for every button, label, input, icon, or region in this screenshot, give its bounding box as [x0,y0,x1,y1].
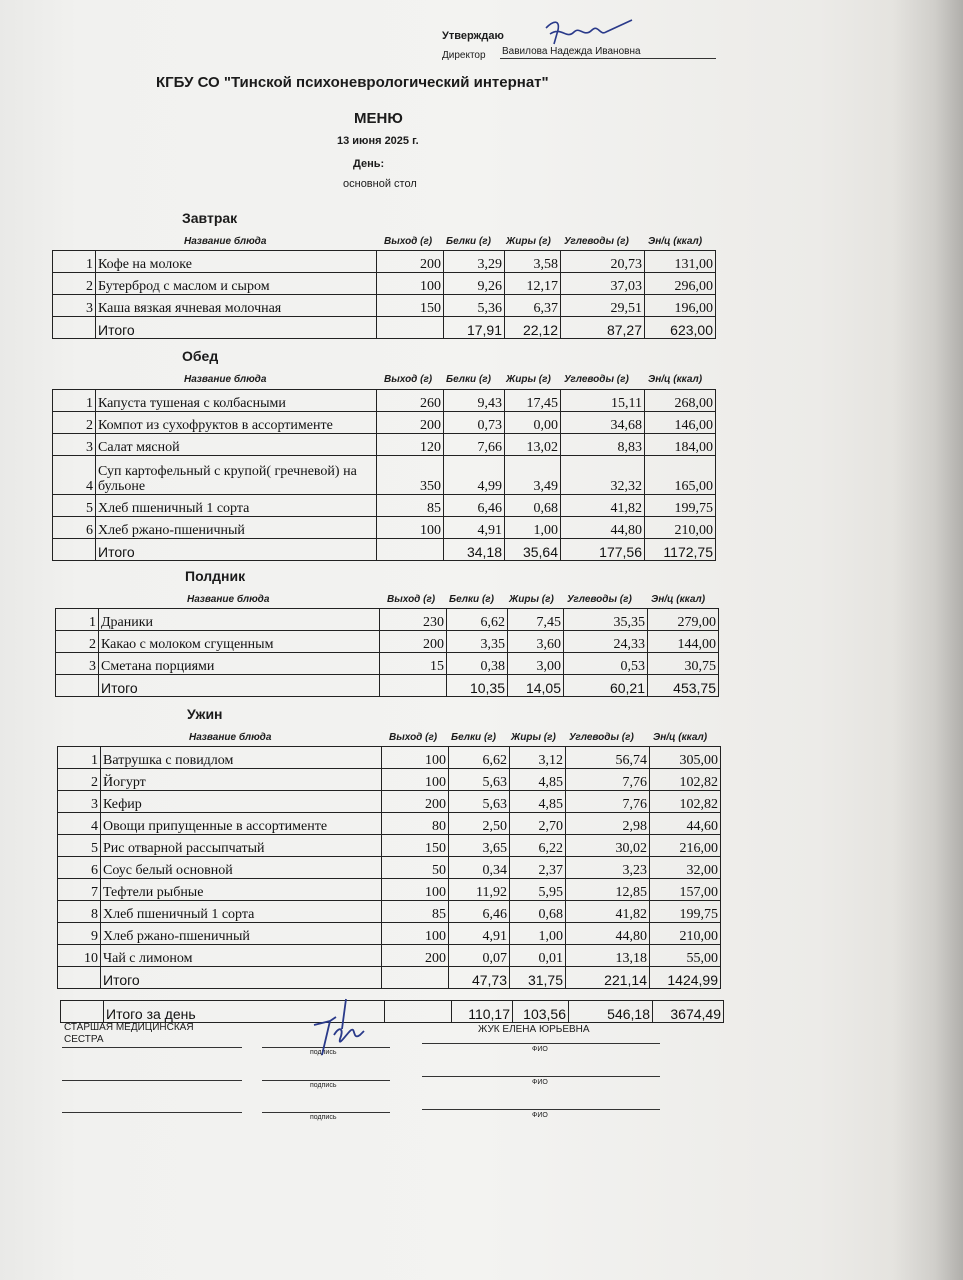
cell-output: 200 [382,945,449,967]
cell-carbs: 7,76 [566,769,650,791]
cell-fat: 0,68 [505,495,561,517]
cell-output: 150 [377,295,444,317]
cell-n: 3 [53,295,96,317]
cell-output: 100 [377,517,444,539]
cell-fat: 4,85 [510,769,566,791]
cell-energy: 196,00 [645,295,716,317]
cell-fat: 4,85 [510,791,566,813]
table-row [53,412,716,434]
cell-output: 15 [380,653,447,675]
cell-energy: 144,00 [648,631,719,653]
cell-n: 5 [53,495,96,517]
cell-carbs: 37,03 [561,273,645,295]
menu-date: 13 июня 2025 г. [337,135,419,147]
cell-energy: 199,75 [650,901,721,923]
fio-caption-1: ФИО [532,1046,548,1053]
cell-name: Овощи припущенные в ассортименте [101,813,382,835]
signature-line-fio-1 [422,1043,660,1044]
cell-protein: 2,50 [449,813,510,835]
column-header-fat: Жиры (г) [511,732,556,743]
table-type: основной стол [343,178,417,190]
cell-n: 2 [58,769,101,791]
table-row [53,273,716,295]
cell-carbs: 24,33 [564,631,648,653]
cell-fat: 2,37 [510,857,566,879]
cell-protein: 4,91 [449,923,510,945]
column-header-name: Название блюда [189,732,272,743]
column-header-protein: Белки (г) [449,594,494,605]
signature-role-line1: СТАРШАЯ МЕДИЦИНСКАЯ [64,1022,194,1033]
cell-name: Хлеб пшеничный 1 сорта [101,901,382,923]
total-empty-cell [377,317,444,339]
cell-n: 7 [58,879,101,901]
table-row [58,901,721,923]
cell-output: 80 [382,813,449,835]
cell-carbs: 2,98 [566,813,650,835]
cell-carbs: 35,35 [564,609,648,631]
cell-fat: 2,70 [510,813,566,835]
total-row [58,967,721,989]
cell-protein: 0,07 [449,945,510,967]
cell-protein: 6,46 [449,901,510,923]
meal-title: Ужин [187,706,223,722]
table-row [58,857,721,879]
director-label: Директор [442,50,486,61]
table-row [53,517,716,539]
cell-name: Кофе на молоке [96,251,377,273]
cell-name: Салат мясной [96,434,377,456]
cell-carbs: 13,18 [566,945,650,967]
cell-output: 350 [377,456,444,495]
table-row [58,923,721,945]
day-total-energy: 3674,49 [653,1001,724,1023]
director-name: Вавилова Надежда Ивановна [502,46,641,57]
table-row [53,434,716,456]
cell-carbs: 32,32 [561,456,645,495]
column-header-energy: Эн/ц (ккал) [651,594,706,605]
signature-line-role-1 [62,1047,242,1048]
column-header-energy: Эн/ц (ккал) [648,236,703,247]
cell-name: Драники [99,609,380,631]
cell-protein: 3,35 [447,631,508,653]
cell-protein: 6,46 [444,495,505,517]
column-header-carbs: Углеводы (г) [569,732,634,743]
day-label: День: [353,158,385,170]
cell-energy: 55,00 [650,945,721,967]
column-header-output: Выход (г) [387,594,436,605]
cell-name: Хлеб пшеничный 1 сорта [96,495,377,517]
cell-output: 230 [380,609,447,631]
cell-output: 100 [377,273,444,295]
column-header-energy: Эн/ц (ккал) [653,732,708,743]
day-total-label: Итого за день [104,1001,385,1023]
approve-label: Утверждаю [442,30,504,42]
total-carbs: 177,56 [561,539,645,561]
column-header-carbs: Углеводы (г) [567,594,632,605]
cell-carbs: 44,80 [561,517,645,539]
signature-line-fio-3 [422,1109,660,1110]
meal-title: Обед [182,348,219,364]
cell-protein: 4,91 [444,517,505,539]
cell-energy: 102,82 [650,791,721,813]
cell-fat: 0,68 [510,901,566,923]
column-header-name: Название блюда [184,374,267,385]
total-protein: 17,91 [444,317,505,339]
meal-table [57,746,721,989]
column-header-output: Выход (г) [384,374,433,385]
cell-energy: 305,00 [650,747,721,769]
cell-output: 120 [377,434,444,456]
cell-energy: 216,00 [650,835,721,857]
cell-name: Сметана порциями [99,653,380,675]
cell-protein: 5,63 [449,791,510,813]
cell-n: 3 [53,434,96,456]
cell-carbs: 29,51 [561,295,645,317]
cell-output: 50 [382,857,449,879]
total-fat: 14,05 [508,675,564,697]
cell-protein: 3,29 [444,251,505,273]
cell-energy: 296,00 [645,273,716,295]
signature-line-role-3 [62,1112,242,1113]
cell-carbs: 41,82 [561,495,645,517]
signature-line-fio-2 [422,1076,660,1077]
fio-caption-3: ФИО [532,1112,548,1119]
table-row [53,456,716,495]
cell-energy: 279,00 [648,609,719,631]
meal-title: Полдник [185,568,246,584]
total-empty-cell [380,675,447,697]
cell-carbs: 44,80 [566,923,650,945]
signature-line-sign-3 [262,1112,390,1113]
cell-output: 100 [382,747,449,769]
total-energy: 1424,99 [650,967,721,989]
cell-protein: 6,62 [449,747,510,769]
total-protein: 47,73 [449,967,510,989]
cell-energy: 184,00 [645,434,716,456]
cell-fat: 3,60 [508,631,564,653]
cell-energy: 131,00 [645,251,716,273]
total-empty-cell [58,967,101,989]
cell-name: Рис отварной рассыпчатый [101,835,382,857]
cell-name: Бутерброд с маслом и сыром [96,273,377,295]
cell-carbs: 12,85 [566,879,650,901]
table-row [56,631,719,653]
cell-n: 10 [58,945,101,967]
cell-name: Хлеб ржано-пшеничный [101,923,382,945]
cell-carbs: 8,83 [561,434,645,456]
day-total-carbs: 546,18 [569,1001,653,1023]
total-energy: 623,00 [645,317,716,339]
table-row [58,769,721,791]
total-empty-cell [377,539,444,561]
total-energy: 1172,75 [645,539,716,561]
cell-n: 1 [56,609,99,631]
table-row [53,295,716,317]
cell-carbs: 20,73 [561,251,645,273]
cell-n: 4 [58,813,101,835]
cell-protein: 0,73 [444,412,505,434]
cell-energy: 165,00 [645,456,716,495]
total-label: Итого [96,539,377,561]
total-carbs: 60,21 [564,675,648,697]
cell-energy: 268,00 [645,390,716,412]
cell-energy: 44,60 [650,813,721,835]
cell-protein: 0,38 [447,653,508,675]
cell-protein: 3,65 [449,835,510,857]
cell-energy: 146,00 [645,412,716,434]
cell-n: 6 [58,857,101,879]
cell-carbs: 7,76 [566,791,650,813]
total-protein: 10,35 [447,675,508,697]
sign-caption-3: подпись [310,1114,337,1121]
column-header-output: Выход (г) [384,236,433,247]
cell-output: 100 [382,923,449,945]
table-row [53,390,716,412]
organization-title: КГБУ СО "Тинской психоневрологический интернат" [156,74,549,91]
cell-fat: 7,45 [508,609,564,631]
meal-table [52,250,716,339]
cell-energy: 102,82 [650,769,721,791]
cell-output: 200 [377,251,444,273]
cell-fat: 0,01 [510,945,566,967]
column-header-protein: Белки (г) [451,732,496,743]
cell-fat: 6,37 [505,295,561,317]
table-row [58,879,721,901]
meal-table [52,389,716,561]
cell-output: 150 [382,835,449,857]
signature-role [64,1022,194,1046]
cell-name: Йогурт [101,769,382,791]
total-protein: 34,18 [444,539,505,561]
total-empty-cell [53,317,96,339]
cell-n: 8 [58,901,101,923]
cell-name: Суп картофельный с крупой( гречневой) на бульоне [96,456,377,495]
sign-caption-2: подпись [310,1082,337,1089]
cell-protein: 7,66 [444,434,505,456]
total-empty-cell [382,967,449,989]
signature-role-line2: СЕСТРА [64,1034,104,1045]
cell-energy: 210,00 [650,923,721,945]
director-underline [500,58,716,59]
cell-fat: 17,45 [505,390,561,412]
signature-person: ЖУК ЕЛЕНА ЮРЬЕВНА [478,1024,590,1035]
cell-n: 3 [58,791,101,813]
cell-protein: 11,92 [449,879,510,901]
cell-energy: 32,00 [650,857,721,879]
cell-n: 6 [53,517,96,539]
total-label: Итого [101,967,382,989]
table-row [56,653,719,675]
cell-n: 2 [53,273,96,295]
table-row [58,945,721,967]
cell-fat: 12,17 [505,273,561,295]
cell-name: Соус белый основной [101,857,382,879]
cell-output: 260 [377,390,444,412]
total-row [53,539,716,561]
page-edge-shadow [893,0,963,1280]
cell-name: Каша вязкая ячневая молочная [96,295,377,317]
total-energy: 453,75 [648,675,719,697]
cell-output: 100 [382,879,449,901]
director-signature [540,14,650,50]
cell-carbs: 0,53 [564,653,648,675]
column-header-carbs: Углеводы (г) [564,374,629,385]
column-header-fat: Жиры (г) [506,374,551,385]
cell-fat: 13,02 [505,434,561,456]
table-row [56,609,719,631]
total-empty-cell [53,539,96,561]
cell-protein: 5,36 [444,295,505,317]
table-row [58,835,721,857]
cell-fat: 3,00 [508,653,564,675]
total-carbs: 87,27 [561,317,645,339]
cell-protein: 6,62 [447,609,508,631]
cell-output: 200 [382,791,449,813]
cell-fat: 5,95 [510,879,566,901]
column-header-energy: Эн/ц (ккал) [648,374,703,385]
cell-name: Хлеб ржано-пшеничный [96,517,377,539]
menu-title: МЕНЮ [354,110,403,127]
cell-carbs: 3,23 [566,857,650,879]
day-total-table [60,1000,724,1023]
cell-n: 2 [56,631,99,653]
table-row [58,747,721,769]
meal-table [55,608,719,697]
cell-fat: 3,49 [505,456,561,495]
signature-line-role-2 [62,1080,242,1081]
cell-name: Тефтели рыбные [101,879,382,901]
cell-output: 200 [377,412,444,434]
cell-name: Кефир [101,791,382,813]
total-row [56,675,719,697]
day-total-fat: 103,56 [513,1001,569,1023]
cell-fat: 3,12 [510,747,566,769]
cell-name: Чай с лимоном [101,945,382,967]
column-header-protein: Белки (г) [446,374,491,385]
column-header-name: Название блюда [187,594,270,605]
cell-carbs: 30,02 [566,835,650,857]
total-empty-cell [56,675,99,697]
cell-n: 2 [53,412,96,434]
cell-carbs: 41,82 [566,901,650,923]
cell-n: 1 [53,390,96,412]
cell-protein: 0,34 [449,857,510,879]
cell-output: 85 [382,901,449,923]
cell-protein: 9,26 [444,273,505,295]
column-header-output: Выход (г) [389,732,438,743]
cell-protein: 9,43 [444,390,505,412]
cell-output: 85 [377,495,444,517]
cell-carbs: 34,68 [561,412,645,434]
column-header-fat: Жиры (г) [506,236,551,247]
cell-fat: 3,58 [505,251,561,273]
total-carbs: 221,14 [566,967,650,989]
sign-caption-1: подпись [310,1049,337,1056]
cell-carbs: 56,74 [566,747,650,769]
total-fat: 31,75 [510,967,566,989]
total-fat: 22,12 [505,317,561,339]
cell-energy: 199,75 [645,495,716,517]
cell-name: Компот из сухофруктов в ассортименте [96,412,377,434]
total-label: Итого [99,675,380,697]
signature-line-sign-2 [262,1080,390,1081]
table-row [58,791,721,813]
column-header-name: Название блюда [184,236,267,247]
cell-fat: 1,00 [510,923,566,945]
total-label: Итого [96,317,377,339]
nurse-signature [300,995,380,1065]
table-row [58,813,721,835]
cell-carbs: 15,11 [561,390,645,412]
cell-protein: 5,63 [449,769,510,791]
cell-output: 200 [380,631,447,653]
cell-name: Какао с молоком сгущенным [99,631,380,653]
table-row [53,495,716,517]
cell-fat: 6,22 [510,835,566,857]
table-row [53,251,716,273]
fio-caption-2: ФИО [532,1079,548,1086]
cell-n: 5 [58,835,101,857]
column-header-carbs: Углеводы (г) [564,236,629,247]
cell-name: Капуста тушеная с колбасными [96,390,377,412]
cell-n: 1 [58,747,101,769]
cell-fat: 1,00 [505,517,561,539]
cell-n: 9 [58,923,101,945]
cell-protein: 4,99 [444,456,505,495]
cell-output: 100 [382,769,449,791]
cell-fat: 0,00 [505,412,561,434]
cell-n: 3 [56,653,99,675]
total-fat: 35,64 [505,539,561,561]
cell-name: Ватрушка с повидлом [101,747,382,769]
cell-energy: 210,00 [645,517,716,539]
cell-n: 4 [53,456,96,495]
meal-title: Завтрак [182,210,238,226]
column-header-protein: Белки (г) [446,236,491,247]
column-header-fat: Жиры (г) [509,594,554,605]
cell-n: 1 [53,251,96,273]
total-row [53,317,716,339]
cell-energy: 157,00 [650,879,721,901]
day-total-protein: 110,17 [452,1001,513,1023]
cell-energy: 30,75 [648,653,719,675]
